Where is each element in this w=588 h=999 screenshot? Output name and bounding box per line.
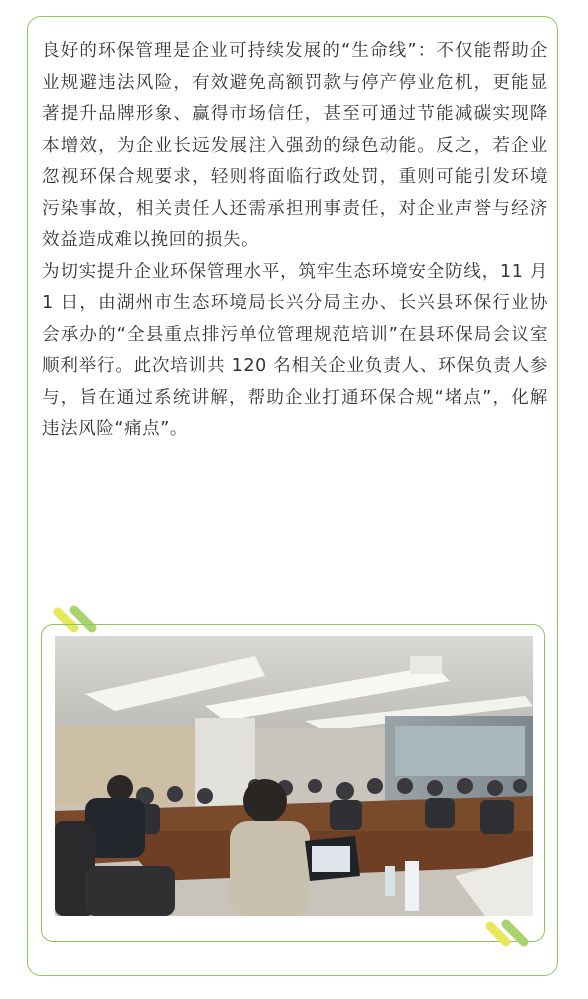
article-paragraph-1: 良好的环保管理是企业可持续发展的“生命线”：不仅能帮助企业规避违法风险，有效避免高额罚款与停产停业危机，更能显著提升品牌形象、赢得市场信任，甚至可通过节能减碳实现降本增效，为企业长远发展注入强劲的绿色动能。反之，若企业忽视环保合规要求，轻则将面临行政处罚，重则可能引发环境污染事故，相关责任人还需承担刑事责任，对企业声誉与经济效益造成难以挽回的损失。 <box>42 41 548 250</box>
leaf-decoration-icon <box>484 918 544 948</box>
meeting-room-illustration <box>55 636 533 916</box>
training-meeting-photo <box>55 636 533 916</box>
article-paragraph-2: 为切实提升企业环保管理水平，筑牢生态环境安全防线，11 月 1 日，由湖州市生态环境局长兴分局主办、长兴县环保行业协会承办的“全县重点排污单位管理规范培训”在县环保局会议室顺利举行。此次培训共 120 名相关企业负责人、环保负责人参与，旨在通过系统讲解，帮助企业打通环保合规“堵点”，化解违法风险“痛点”。 <box>42 261 548 439</box>
article-body <box>42 36 548 446</box>
